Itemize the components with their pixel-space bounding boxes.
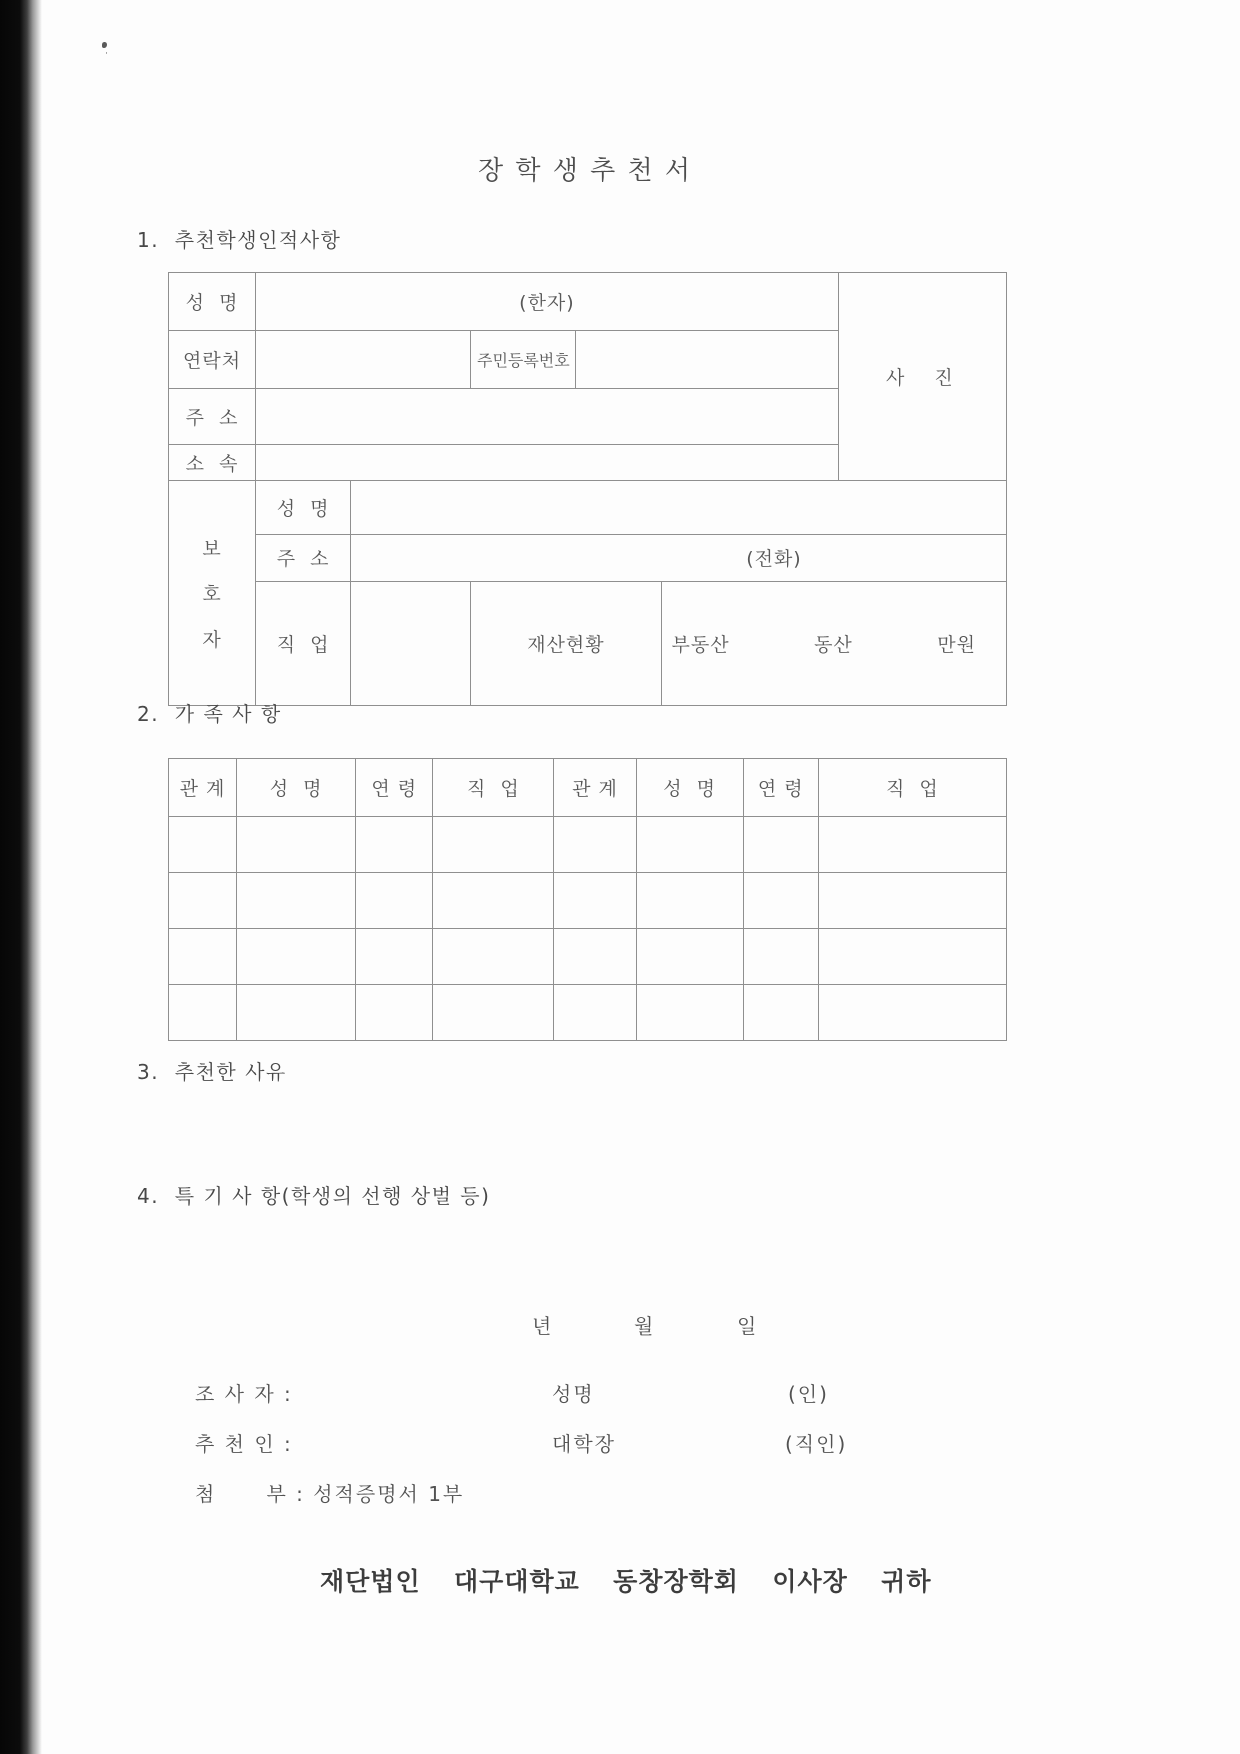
attachment-row [0, 1478, 1240, 1508]
hanja-label: (한자) [256, 273, 839, 331]
family-cell [818, 929, 1006, 985]
family-cell [433, 985, 554, 1041]
family-cell [169, 873, 237, 929]
student-info-table [168, 272, 1007, 706]
family-cell [636, 873, 743, 929]
family-cell [554, 985, 636, 1041]
family-header-relation-2: 관 계 [554, 759, 636, 817]
contact-field [256, 331, 471, 389]
guardian-char-3: 자 [202, 628, 222, 651]
family-cell [636, 929, 743, 985]
recommender-seal-label: (직인) [785, 1432, 848, 1456]
guardian-phone-label: (전화) [351, 534, 1007, 581]
family-cell [433, 873, 554, 929]
investigator-seal-label: (인) [788, 1382, 829, 1406]
scan-speck-artifact [102, 42, 107, 48]
family-header-age-2: 연 령 [743, 759, 818, 817]
affiliation-field [256, 445, 839, 481]
family-cell [237, 985, 356, 1041]
family-header-name-1: 성 명 [237, 759, 356, 817]
family-cell [554, 873, 636, 929]
family-header-job-2: 직 업 [818, 759, 1006, 817]
family-header-relation-1: 관 계 [169, 759, 237, 817]
family-cell [237, 817, 356, 873]
family-cell [818, 817, 1006, 873]
section-2-heading: 2. 가 족 사 항 [137, 702, 282, 726]
month-label: 월 [634, 1314, 656, 1338]
family-cell [169, 985, 237, 1041]
resident-id-label: 주민등록번호 [471, 331, 576, 389]
family-cell [356, 929, 433, 985]
guardian-name-field [351, 481, 1007, 535]
guardian-name-label: 성 명 [256, 481, 351, 535]
family-row [169, 873, 1007, 929]
family-cell [743, 873, 818, 929]
address-label: 주 소 [169, 389, 256, 445]
family-header-age-1: 연 령 [356, 759, 433, 817]
name-label: 성 명 [169, 273, 256, 331]
guardian-job-label: 직 업 [256, 581, 351, 705]
family-header-name-2: 성 명 [636, 759, 743, 817]
investigator-name-label: 성명 [552, 1382, 595, 1406]
family-cell [169, 929, 237, 985]
family-cell [433, 929, 554, 985]
investigator-row [0, 1378, 1240, 1408]
currency-unit-label: 만원 [937, 633, 976, 656]
affiliation-label: 소 속 [169, 445, 256, 481]
family-cell [636, 817, 743, 873]
family-row [169, 929, 1007, 985]
family-cell [169, 817, 237, 873]
page-title: 장 학 생 추 천 서 [477, 156, 693, 186]
family-header-job-1: 직 업 [433, 759, 554, 817]
investigator-label: 조 사 자 : [195, 1382, 293, 1406]
family-cell [237, 929, 356, 985]
photo-placeholder: 사 진 [838, 273, 1006, 481]
movables-label: 동산 [814, 633, 853, 656]
contact-label: 연락처 [169, 331, 256, 389]
guardian-char-2: 호 [202, 583, 222, 606]
attachment-label: 첨 부 : 성적증명서 1부 [195, 1482, 465, 1506]
guardian-char-1: 보 [202, 538, 222, 561]
day-label: 일 [737, 1314, 759, 1338]
date-line [0, 1310, 1240, 1340]
family-cell [554, 929, 636, 985]
year-label: 년 [532, 1314, 554, 1338]
assets-detail-cell [661, 581, 1006, 705]
family-row [169, 817, 1007, 873]
family-cell [356, 985, 433, 1041]
family-cell [554, 817, 636, 873]
family-cell [356, 873, 433, 929]
resident-id-field [576, 331, 838, 389]
recommender-label: 추 천 인 : [195, 1432, 293, 1456]
family-cell [433, 817, 554, 873]
guardian-label [169, 481, 256, 706]
recommender-title-label: 대학장 [552, 1432, 616, 1456]
section-3-heading: 3. 추천한 사유 [137, 1060, 287, 1084]
section-1-heading: 1. 추천학생인적사항 [137, 228, 342, 252]
family-cell [356, 817, 433, 873]
recipient-line: 재단법인 대구대학교 동창장학회 이사장 귀하 [320, 1567, 932, 1596]
guardian-job-field [351, 581, 471, 705]
family-cell [818, 985, 1006, 1041]
family-cell [743, 985, 818, 1041]
recommender-row [0, 1428, 1240, 1458]
guardian-address-label: 주 소 [256, 534, 351, 581]
family-cell [743, 929, 818, 985]
family-cell [818, 873, 1006, 929]
real-estate-label: 부동산 [671, 633, 730, 656]
family-cell [636, 985, 743, 1041]
family-cell [237, 873, 356, 929]
assets-label: 재산현황 [471, 581, 661, 705]
family-table [168, 758, 1007, 1041]
family-cell [743, 817, 818, 873]
address-field [256, 389, 839, 445]
family-row [169, 985, 1007, 1041]
section-4-heading: 4. 특 기 사 항(학생의 선행 상벌 등) [137, 1184, 491, 1208]
